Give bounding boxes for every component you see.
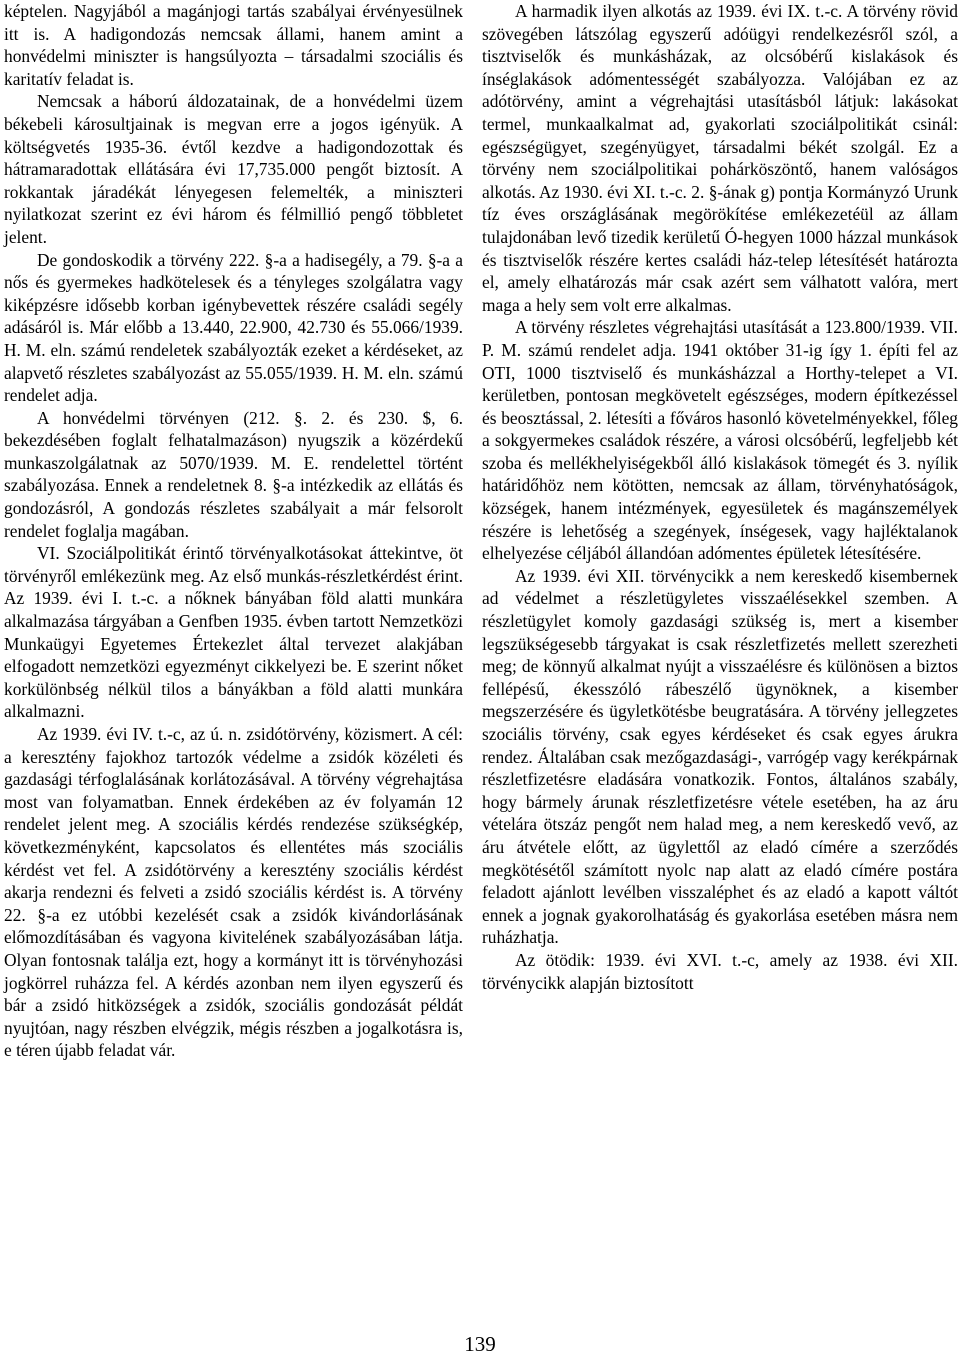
paragraph: De gondoskodik a törvény 222. §-a a hadisegély, a 79. §-a a nős és gyermekes hadkötelesek és a tényleges szolgálatra vagy kiképzésre idősebb korban igénybevettek részére családi segély adásáról is. Már előbb a 13.440, 22.900, 42.730 és 55.066/1939. H. M. eln. számú rendeletek szabályozták ezeket a kérdéseket, az alapvető részletes szabályozást az 55.055/1939. H. M. eln. számú rendelet adja. <box>4 249 463 406</box>
right-text-column <box>482 0 958 994</box>
paragraph: A harmadik ilyen alkotás az 1939. évi IX. t.-c. A törvény rövid szövegében látszólag egyszerű adóügyi rendelkezésről szól, a tisztviselők és munkásházak, az olcsóbérű kislakások és ínséglakások adómentességét szabályozza. Valójában ez az adótörvény, amint a végrehajtási utasításból látjuk: lakásokat termel, munkaalkalmat ad, gyakorlati szociálpolitikát csinál: egészségügyet, szegényügyet, társadalmi békét szolgál. Ez a törvény nem szociálpolitikai pohárköszöntő, hanem valóságos alkotás. Az 1930. évi XI. t.-c. 2. §-ának g) pontja Kormányzó Urunk tíz éves országlásának megörökítése emlékezetéül az állam tulajdonában levő tizedik kerületű Ó-hegyen 1000 házzal munkások és tisztviselők részére kertes családi ház-telep létesítését határozta el, amely elhatározás már csak azért sem válhatott valóra, mert maga a hely sem volt erre alkalmas. <box>482 1 958 315</box>
paragraph: Az 1939. évi XII. törvénycikk a nem kereskedő kisembernek ad védelmet a részletügyletes visszaélésekkel szemben. A részletügylet komoly gazdasági szükség is, mert a kisember legszükségesebb tárgyakat is csak részletfizetés mellett szerezheti meg; de könnyű alkalmat nyújt a visszaélésre és különösen a biztos fellépésű, ékesszóló rábeszélő ügynöknek, a kisember megszerzésére és ügyletkötésbe beugratására. A törvény jellegzetes szociális törvény, csak egyes kérdéseket és csak egyes árukra rendez. Általában csak mezőgazdasági-, varrógép vagy kerékpárnak részletfizetésre eladására vonatkozik. Fontos, általános szabály, hogy bármely árunak részletfizetésre vétele esetében, ha az áru vételára ötszáz pengőt nem halad meg, a nem kereskedő vevő, az áru átvétele előtt, az ügylettől az eladó címére a szerződés megkötésétől számított nyolc nap alatt az eladó címére postára feladott ajánlott levélben visszaléphet és az eladó a kapott váltót ennek a jognak gyakorolhatáság és gyakorlása esetében másra nem ruházhatja. <box>482 565 958 948</box>
paragraph: képtelen. Nagyjából a magánjogi tartás szabályai érvényesülnek itt is. A hadigondozás nemcsak állami, hanem amint a honvédelmi miniszter is hangsúlyozta – társadalmi szociális és karitatív feladat is. <box>4 1 463 89</box>
paragraph: Az ötödik: 1939. évi XVI. t.-c, amely az 1938. évi XII. törvénycikk alapján biztosított <box>482 949 958 993</box>
left-text-column <box>4 0 463 1062</box>
paragraph: Nemcsak a háború áldozatainak, de a honvédelmi üzem békebeli károsultjainak is megvan erre a jogos igényük. A költségvetés 1935-36. évtől kezdve a hadigondozottak és hátramaradottak ellátására évi 17,735.000 pengőt biztosít. A rokkantak járadékát lényegesen felemelték, a miniszteri nyilatkozat szerint ez évi három és félmillió pengő többletet jelent. <box>4 91 463 247</box>
paragraph: Az 1939. évi IV. t.-c, az ú. n. zsidótörvény, közismert. A cél: a keresztény fajokhoz tartozók védelme a zsidók közéleti és gazdasági térfoglalásának korlátozásával. A törvény végrehajtása most van folyamatban. Ennek érdekében az év folyamán 12 rendelet jelent meg. A szociális kérdés rendezése szükségkép, következményként, kapcsolatos és ellentétes más szociális kérdést vet fel. A zsidótörvény a keresztény szociális kérdést akarja rendezni és felveti a zsidó szociális kérdést is. A törvény 22. §-a ez utóbbi kezelését csak a zsidók kivándorlásának előmozdításában és vagyona kivitelének szabályozásában látja. Olyan fontosnak találja ezt, hogy a kormányt itt is törvényhozási jogkörrel ruházza fel. A kérdés azonban nem ilyen egyszerű és bár a zsidó hitközségek a zsidók, szociális gondozását példát nyujtóan, nagy részben elvégzik, mégis részben a jogalkotásra is, e téren újabb feladat vár. <box>4 724 463 1061</box>
page-number: 139 <box>464 1332 496 1356</box>
paragraph: A törvény részletes végrehajtási utasítását a 123.800/1939. VII. P. M. számú rendelet adja. 1941 október 31-ig így 1. építi fel az OTI, 1000 tisztviselő és munkásházzal a Horthy-telepet a VI. kerületben, pontosan megkövetelt egészséges, modern építkezéssel és beosztással, 2. létesíti a főváros hasonló követelményekkel, főleg a sokgyermekes családok részére, a városi olcsóbérű, legfeljebb két szoba és mellékhelyiségekből álló kislakások tömegét és 3. nyílik határidőhöz nem kötötten, nemcsak az állam, törvényhatóságok, községek, hanem intézmények, egyesületek és magánszemélyek részére is lehetőség a szegények, ínségesek, vagy hajléktalanok elhelyezése céljából állandóan adómentes épületek létesítésére. <box>482 317 958 564</box>
paragraph: A honvédelmi törvényen (212. §. 2. és 230. $, 6. bekezdésében foglalt felhatalmazáson) nyugszik a közérdekű munkaszolgálatnak az 5070/1939. M. E. rendelettel történt szabályozása. Ennek a rendeletnek 8. §-a intézkedik az ellátás és gondozásról, A gondozás részletes szabályait a már felsorolt rendelet foglalja magában. <box>4 407 463 541</box>
paragraph: VI. Szociálpolitikát érintő törvényalkotásokat áttekintve, öt törvényről emlékezünk meg. Az első munkás-részletkérdést érint. Az 1939. évi I. t.-c. a nőknek bányában föld alatti munkára alkalmazása tárgyában a Genfben 1935. évben tartott Nemzetközi Munkaügyi Egyetemes Értekezlet által tervezet alakjában elfogadott nemzetközi egyezményt cikkelyezi be. E szerint nőket korkülönbség nélkül tilos a bányákban a föld alatti munkára alkalmazni. <box>4 543 463 722</box>
